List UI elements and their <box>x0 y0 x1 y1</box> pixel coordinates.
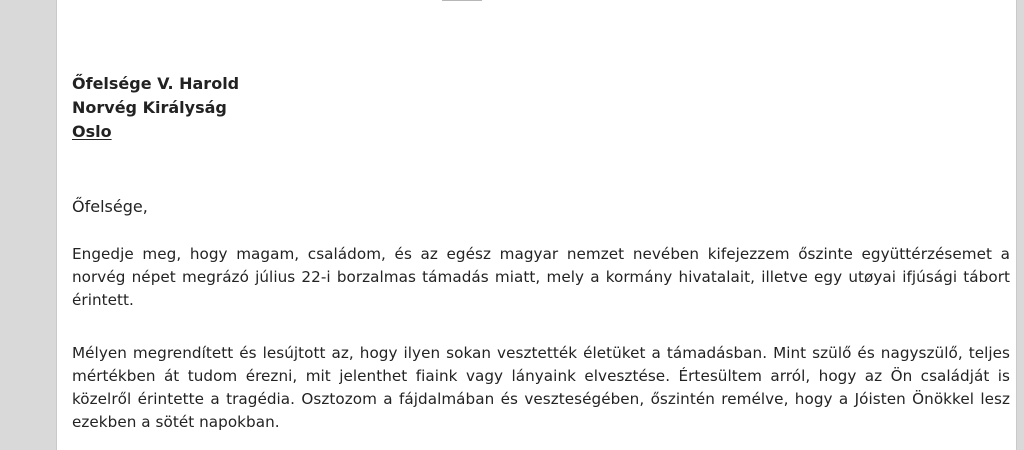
salutation: Őfelsége, <box>72 197 148 216</box>
cutoff-header-mark <box>442 0 482 1</box>
paragraph-1: Engedje meg, hogy magam, családom, és az egész magyar nemzet nevében kifejezzem őszinte együttérzésemet a norvég népet megrázó július 22-i borzalmas támadás miatt, mely a kormány hivatalait, illetve egy utøyai ifjúsági tábort érintett. <box>72 245 1010 309</box>
recipient-country: Norvég Királyság <box>72 98 227 117</box>
cutoff-header-text <box>72 0 172 4</box>
recipient-name: Őfelsége V. Harold <box>72 74 240 93</box>
paragraph-2: Mélyen megrendített és lesújtott az, hogy ilyen sokan vesztették életüket a támadásban. Mint szülő és nagyszülő, teljes mértékben át tudom érezni, mit jelenthet fiaink vagy lányaink elvesztése. Értesültem arról, hogy az Ön családját is közelről érintette a tragédia. Osztozom a fájdalmában és veszteségében, őszintén remélve, hogy a Jóisten Önökkel lesz ezekben a sötét napokban. <box>72 344 1010 431</box>
left-page-gutter <box>0 0 57 450</box>
recipient-address <box>72 72 239 144</box>
document-page <box>57 0 1015 450</box>
right-page-gutter <box>1016 0 1024 450</box>
recipient-city: Oslo <box>72 122 112 141</box>
